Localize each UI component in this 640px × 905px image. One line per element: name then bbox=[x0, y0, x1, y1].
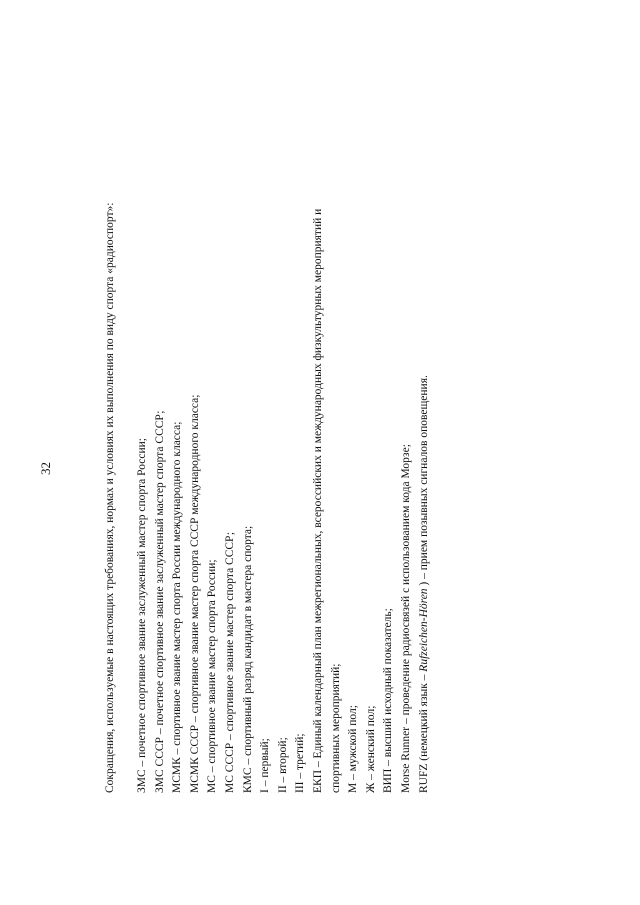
rufz-suffix: ) – прием позывных сигналов оповещения. bbox=[417, 375, 430, 589]
list-item: МС – спортивное звание мастер спорта России; bbox=[206, 559, 219, 793]
rufz-german-term: Rufzeichen-Hören bbox=[417, 588, 430, 672]
list-item-rufz bbox=[416, 183, 434, 793]
abbreviations-list bbox=[134, 183, 433, 793]
list-item: МСМК – спортивное звание мастер спорта России международного класса; bbox=[171, 421, 184, 793]
rufz-prefix: RUFZ (немецкий язык – bbox=[417, 671, 430, 793]
list-item: Morse Runner – проведение радиосвязей с использованием кода Морзе; bbox=[399, 444, 412, 793]
list-item: I – первый; bbox=[259, 738, 272, 793]
list-item: Ж – женский пол; bbox=[364, 705, 377, 793]
list-item: МСМК СССР – спортивное звание мастер спорта СССР международного класса; bbox=[188, 394, 201, 793]
list-item: ЗМС – почетное спортивное звание заслуженный мастер спорта России; bbox=[136, 438, 148, 793]
list-item: II – второй; bbox=[276, 737, 289, 793]
list-item: ВИП – высший исходный показатель; bbox=[382, 608, 395, 793]
list-item: М – мужской пол; bbox=[347, 705, 360, 793]
list-item: КМС – спортивный разряд кандидат в мастера спорта; bbox=[241, 525, 254, 793]
abbreviations-heading: Сокращения, используемые в настоящих требованиях, нормах и условиях их выполнения по виду спорта «радиоспорт»: bbox=[104, 202, 116, 793]
list-item: МС СССР – спортивное звание мастер спорта СССР; bbox=[223, 531, 236, 793]
list-item: ЕКП – Единый календарный план межрегиональных, всероссийских и международных физкультурных мероприятий и спортивных мероприятий; bbox=[311, 208, 342, 793]
page-number: 32 bbox=[38, 462, 53, 475]
list-item: III – третий; bbox=[294, 733, 307, 793]
list-item: ЗМС СССР – почетное спортивное звание заслуженный мастер спорта СССР; bbox=[153, 410, 166, 793]
